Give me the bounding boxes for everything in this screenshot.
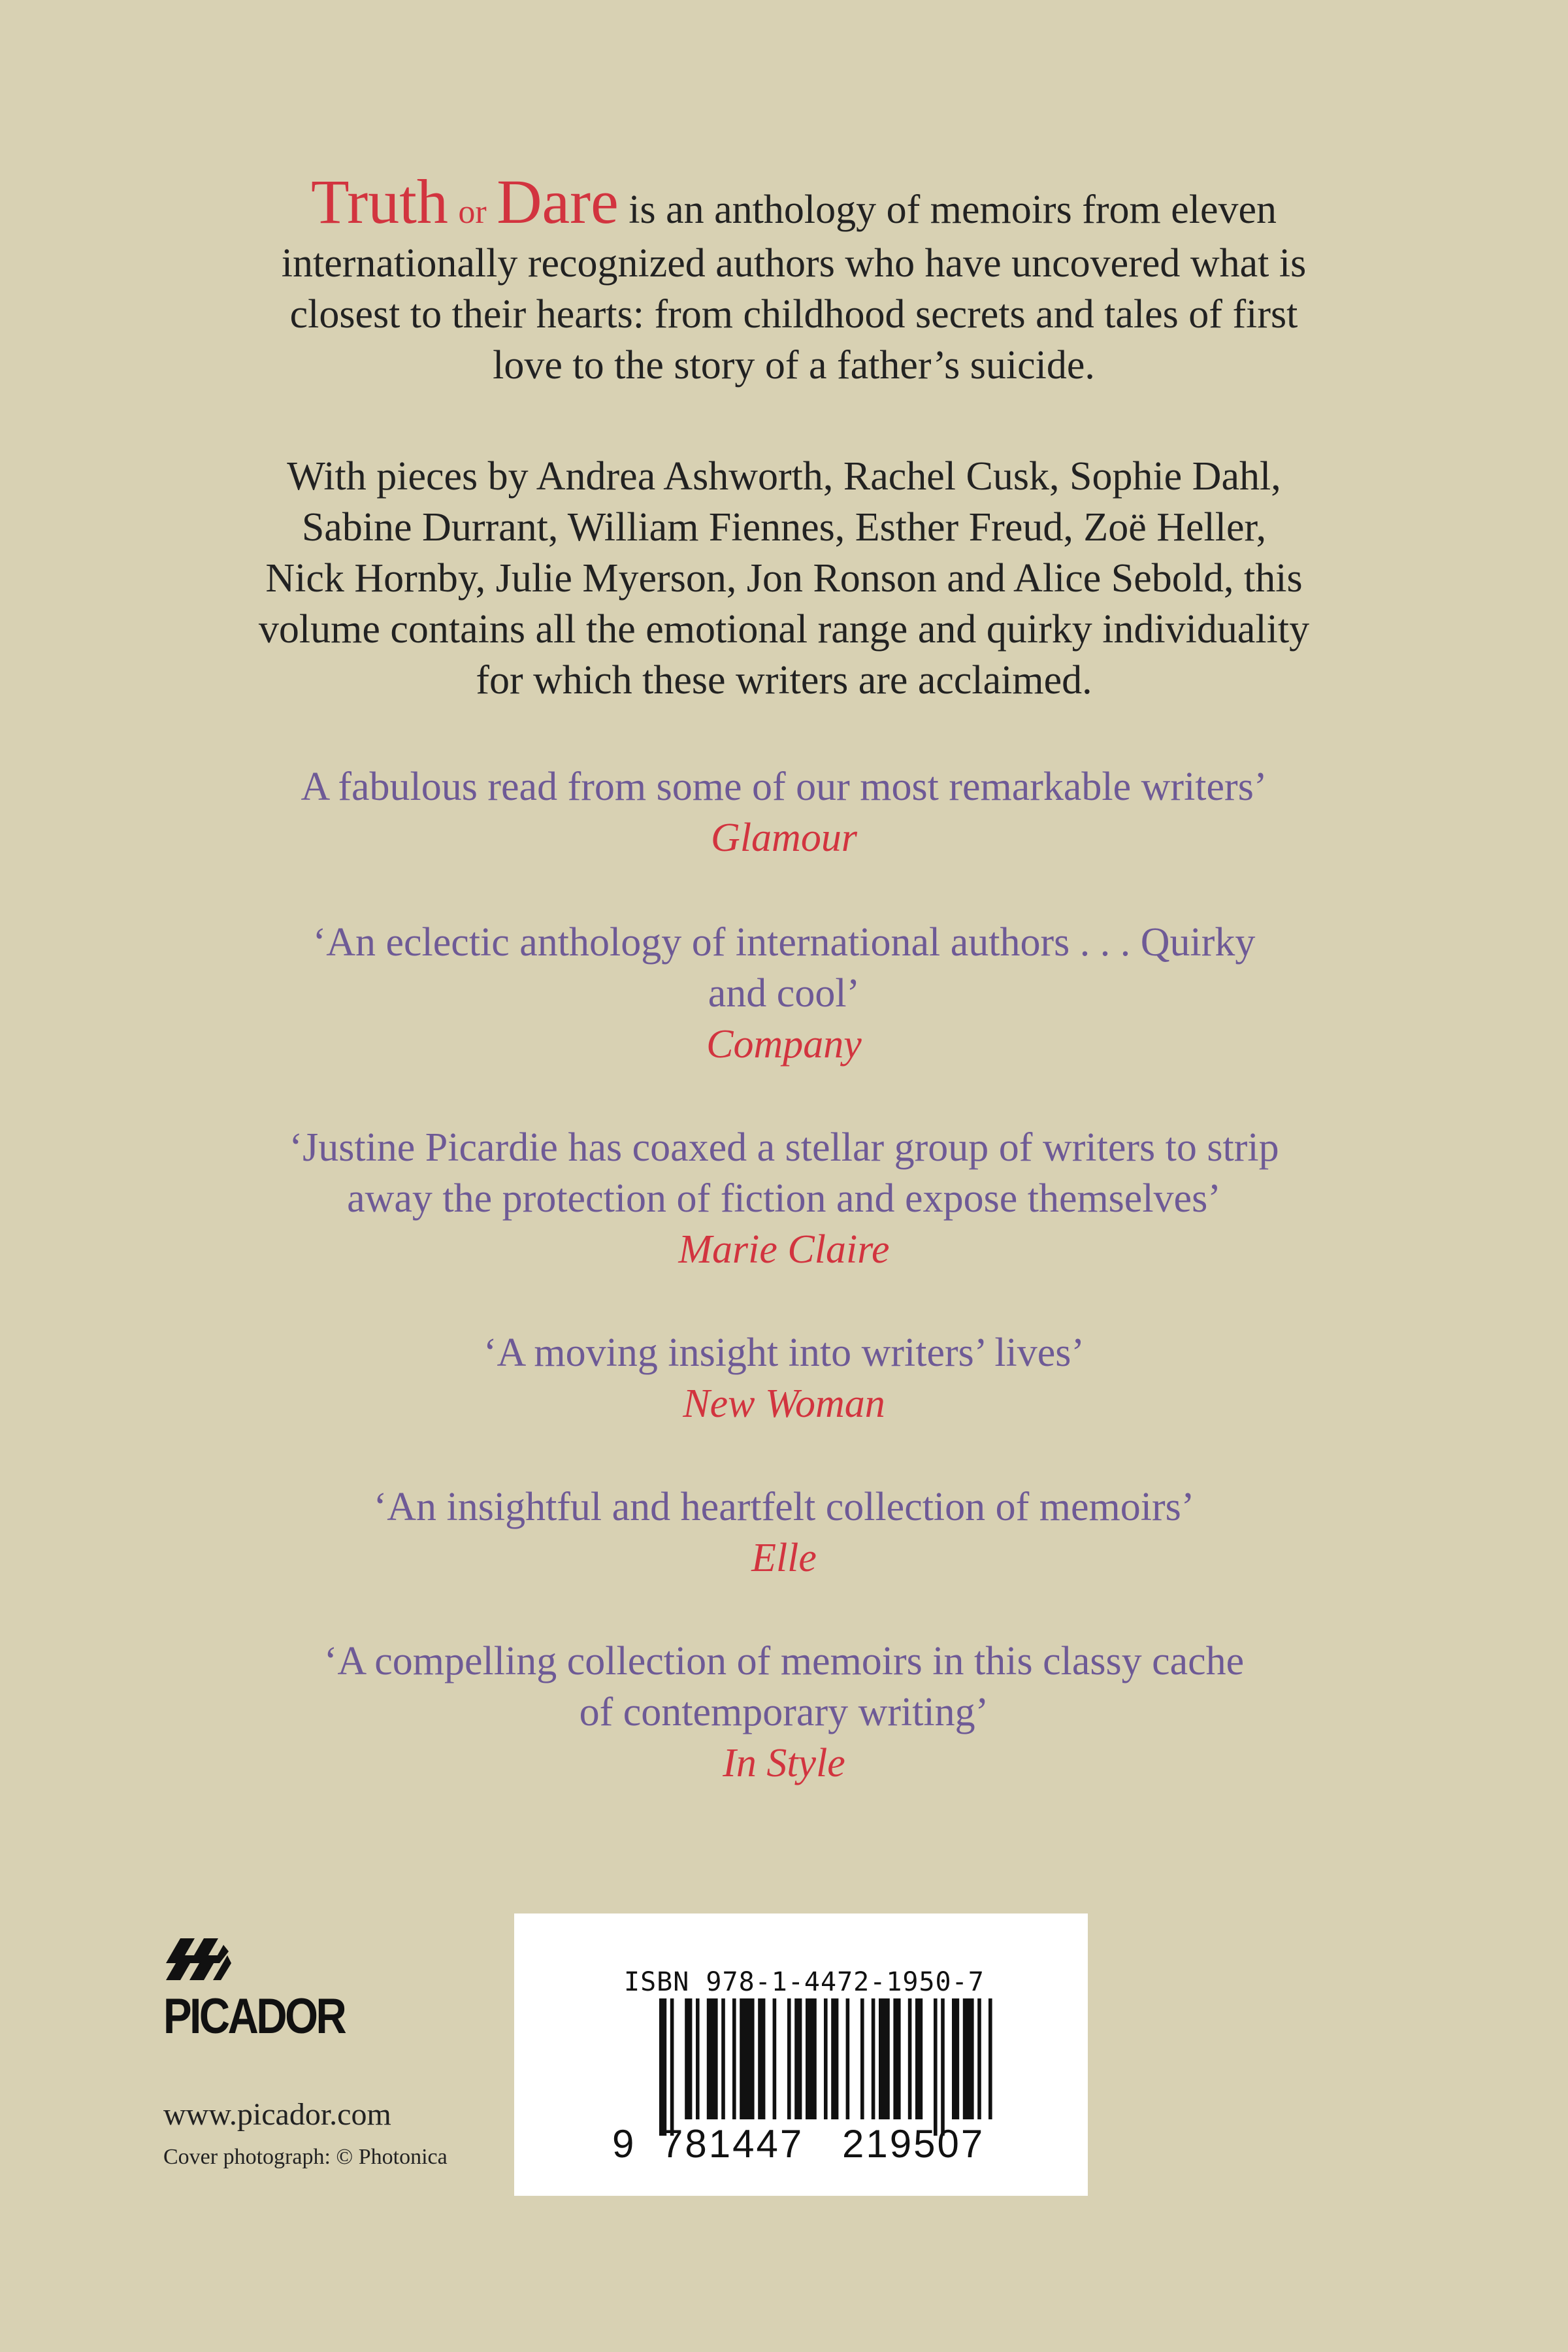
barcode-bar bbox=[860, 1998, 864, 2119]
quote-text: away the protection of fiction and expose themselves’ bbox=[347, 1176, 1221, 1221]
quote-text: of contemporary writing’ bbox=[579, 1690, 989, 1734]
barcode-bar bbox=[758, 1998, 765, 2119]
barcode-bar bbox=[963, 1998, 974, 2119]
blurb-paragraph-1 bbox=[183, 167, 1405, 391]
title-truth: Truth bbox=[310, 167, 448, 237]
barcode-bar bbox=[872, 1998, 875, 2119]
quote-text: ‘Justine Picardie has coaxed a stellar group of writers to strip bbox=[289, 1125, 1279, 1170]
barcode-bar bbox=[659, 1998, 666, 2136]
title-or: or bbox=[458, 193, 487, 231]
barcode-bar bbox=[952, 1998, 959, 2119]
barcode-bar bbox=[696, 1998, 700, 2119]
barcode-bar bbox=[732, 1998, 736, 2119]
title-dare: Dare bbox=[497, 167, 619, 237]
cover-credit: Cover photograph: © Photonica bbox=[163, 2145, 448, 2169]
blurb-line-4: love to the story of a father’s suicide. bbox=[493, 343, 1095, 388]
review-quote bbox=[170, 1636, 1398, 1789]
quote-source: Marie Claire bbox=[678, 1227, 890, 1272]
blurb-line-2: internationally recognized authors who have uncovered what is bbox=[281, 241, 1307, 286]
publisher-website: www.picador.com bbox=[163, 2097, 391, 2132]
barcode-bar bbox=[831, 1998, 838, 2119]
barcode-bar bbox=[941, 1998, 945, 2136]
barcode-bar bbox=[794, 1998, 802, 2119]
review-quote bbox=[170, 1122, 1398, 1275]
blurb2-line-5: for which these writers are acclaimed. bbox=[476, 658, 1092, 703]
quote-source: Glamour bbox=[711, 816, 857, 860]
barcode-bar bbox=[977, 1998, 981, 2119]
quote-text: and cool’ bbox=[708, 971, 860, 1016]
barcode-bar bbox=[824, 1998, 828, 2119]
barcode-bar bbox=[988, 1998, 992, 2119]
barcode-bar bbox=[806, 1998, 817, 2119]
barcode-bar bbox=[670, 1998, 674, 2136]
barcode-bar bbox=[879, 1998, 890, 2119]
barcode-bar bbox=[893, 1998, 900, 2119]
quote-text: ‘An insightful and heartfelt collection of memoirs’ bbox=[373, 1485, 1195, 1529]
barcode-bar bbox=[707, 1998, 718, 2119]
barcode-bar bbox=[934, 1998, 938, 2136]
isbn-barcode bbox=[514, 1913, 1088, 2196]
quote-text: A fabulous read from some of our most remarkable writers’ bbox=[301, 765, 1267, 809]
barcode-digit-first: 9 bbox=[612, 2122, 636, 2166]
blurb2-line-3: Nick Hornby, Julie Myerson, Jon Ronson and Alice Sebold, this bbox=[265, 556, 1303, 601]
blurb2-line-2: Sabine Durrant, William Fiennes, Esther Freud, Zoë Heller, bbox=[301, 505, 1267, 550]
review-quote bbox=[170, 1482, 1398, 1583]
barcode-bar bbox=[773, 1998, 777, 2119]
quote-source: New Woman bbox=[683, 1382, 885, 1426]
quote-source: In Style bbox=[723, 1741, 845, 1785]
publisher-logo-text: PICADOR bbox=[163, 1989, 345, 2044]
review-quote bbox=[170, 917, 1398, 1070]
isbn-label: ISBN 978-1-4472-1950-7 bbox=[624, 1967, 985, 1997]
blurb-line-3: closest to their hearts: from childhood secrets and tales of first bbox=[289, 292, 1298, 337]
blurb2-line-1: With pieces by Andrea Ashworth, Rachel Cusk, Sophie Dahl, bbox=[287, 454, 1281, 499]
quote-text: ‘An eclectic anthology of international authors . . . Quirky bbox=[312, 920, 1256, 965]
barcode-digits-left: 781447 bbox=[661, 2122, 804, 2166]
barcode-digits-right: 219507 bbox=[842, 2122, 985, 2166]
barcode-bar bbox=[787, 1998, 791, 2119]
quote-text: ‘A compelling collection of memoirs in this classy cache bbox=[323, 1639, 1245, 1683]
review-quote bbox=[170, 1327, 1398, 1429]
barcode-bar bbox=[846, 1998, 850, 2119]
quote-source: Company bbox=[706, 1022, 862, 1067]
barcode-bar bbox=[685, 1998, 692, 2119]
barcode-bar bbox=[915, 1998, 923, 2119]
quote-source: Elle bbox=[751, 1536, 817, 1580]
review-quote bbox=[170, 761, 1398, 863]
blurb2-line-4: volume contains all the emotional range and quirky individuality bbox=[258, 607, 1310, 652]
barcode-bar bbox=[740, 1998, 754, 2119]
blurb-paragraph-2 bbox=[170, 451, 1398, 706]
barcode-bar bbox=[721, 1998, 725, 2119]
quote-text: ‘A moving insight into writers’ lives’ bbox=[483, 1331, 1085, 1375]
barcode-bar bbox=[908, 1998, 912, 2119]
blurb-line-1-rest: is an anthology of memoirs from eleven bbox=[629, 188, 1277, 232]
